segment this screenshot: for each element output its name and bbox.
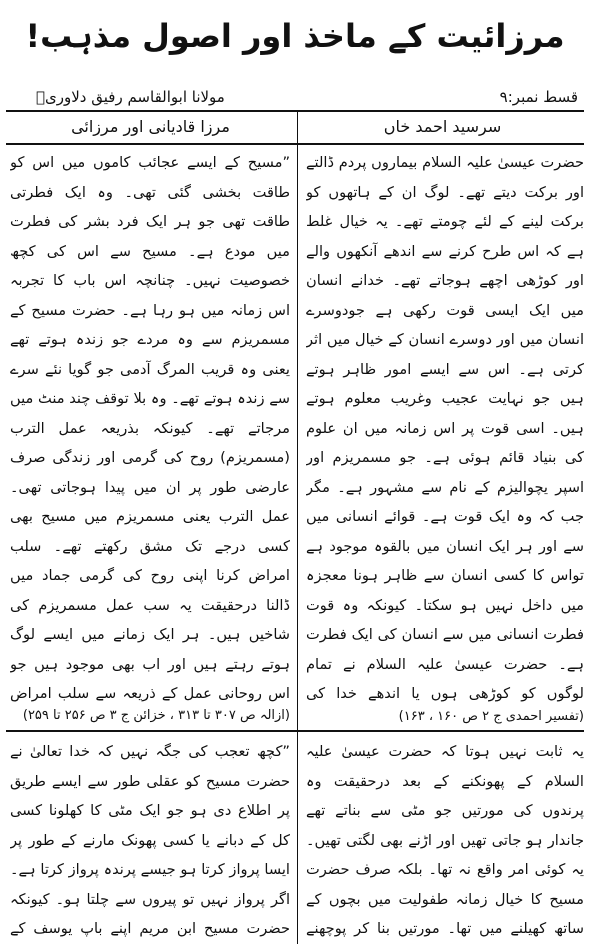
mirza-quote-2-text: ”کچھ تعجب کی جگہ نہیں کہ خدا تعالیٰ نے حضرت مسیح کو عقلی طور سے ایسے طریق پر اطلاع دی ہو جو ایک مٹی کا کھلونا کسی کل کے دبانے یا کسی پھونک مارنے کے طور پر ایسا پرواز کرتا ہو جیسے پرندہ پرواز کرتا ہے۔ اگر پرواز نہیں تو پیروں سے چلتا ہو۔ کیونکہ حضرت مسیح ابن مریم اپنے باپ یوسف کے <box>10 743 290 937</box>
sir-syed-citation-1: (تفسیر احمدی ج ۲ ص ۱۶۰ ، ۱۶۳) <box>398 709 584 724</box>
right-column-header: سرسید احمد خاں <box>383 117 502 136</box>
left-column-header: مرزا قادیانی اور مرزائی <box>71 117 230 136</box>
sir-syed-quote-1 <box>306 148 584 710</box>
column-divider <box>297 110 298 944</box>
sir-syed-quote-2 <box>306 737 584 944</box>
sir-syed-quote-2-text: یہ ثابت نہیں ہوتا کہ حضرت عیسیٰ علیہ السلام کے پھونکنے کے بعد درحقیقت وہ پرندوں کی مورتیں جو مٹی سے بناتے تھے جاندار ہو جاتی تھیں اور اڑنے بھی لگتی تھیں۔ یہ کوئی امر واقع نہ تھا۔ بلکہ صرف حضرت مسیح کا خیال زمانہ طفولیت میں بچوں کے ساتھ کھیلنے میں تھا۔ مورتیں بنا کر پوچھنے <box>306 743 584 937</box>
author-name: مولانا ابوالقاسم رفیق دلاوریؒ <box>36 88 225 106</box>
mirza-citation-1: (ازالہ ص ۳۰۷ تا ۳۱۳ ، خزائن ج ۳ ص ۲۵۶ تا ۲۵۹) <box>22 708 290 723</box>
installment-number: قسط نمبر:۹ <box>499 88 578 106</box>
section-divider-rule <box>6 730 584 732</box>
mirza-quote-2 <box>10 737 290 944</box>
sir-syed-quote-1-text: حضرت عیسیٰ علیہ السلام بیماروں پردم ڈالتے اور برکت دیتے تھے۔ لوگ ان کے ہاتھوں کو برکت لینے کے لئے چومتے تھے۔ یہ خیال غلط ہے کہ اس طرح کرنے سے اندھے آنکھوں والے اور کوڑھی اچھے ہوجاتے تھے۔ خدانے انسان میں ایک ایسی قوت رکھی ہے جودوسرے انسان میں اور دوسرے انسان کے خیال میں اثر کرتی ہے۔ اس سے ایسے امور ظاہر ہوتے ہیں جو نہایت عجیب وغریب معلوم ہوتے ہیں۔ اسی قوت پر اس زمانہ میں ان علوم کی بنیاد قائم ہوئی ہے۔ جو مسمریزم اور اسپر یچوالیزم کے نام سے مشہور ہے۔ مگر جب کہ وہ ایک قوت ہے۔ قوائے انسانی میں سے اور ہر ایک انسان میں بالقوہ موجود ہے تواس کا کسی انسان سے ظاہر ہونا معجزہ میں داخل نہیں ہو سکتا۔ کیونکہ وہ قوت فطرت انسانی میں سے انسان کی ایک فطرت ہے۔ حضرت عیسیٰ علیہ السلام نے تمام لوگوں کو کوڑھی ہوں یا اندھے خدا کی <box>306 154 584 702</box>
article-title: مرزائیت کے ماخذ اور اصول مذہب! <box>25 17 565 55</box>
header-bottom-rule <box>6 143 584 145</box>
mirza-quote-1 <box>10 148 290 706</box>
mirza-quote-1-text: ”مسیح کے ایسے عجائب کاموں میں اس کو طاقت بخشی گئی تھی۔ وہ ایک فطرتی طاقت تھی جو ہر ایک فرد بشر کی فطرت میں مودع ہے۔ مسیح سے اس کی کچھ خصوصیت نہیں۔ چنانچہ اس باب کا تجربہ اس زمانہ میں ہو رہا ہے۔ حضرت مسیح کے مسمریزم سے وہ مردے جو زندہ ہوتے تھے یعنی وہ قریب المرگ آدمی جو گویا نئے سرے سے زندہ ہوتے تھے۔ وہ بلا توقف چند منٹ میں مرجاتے تھے۔ کیونکہ بذریعہ عمل الترب (مسمریزم) روح کی گرمی اور زندگی صرف عارضی طور پر ان میں پیدا ہوجاتی تھی۔ عمل الترب یعنی مسمریزم میں مسیح بھی کسی درجے تک مشق رکھتے تھے۔ سلب امراض کرنا اپنی روح کی گرمی جماد میں ڈالنا درحقیقت یہ سب عمل مسمریزم کی شاخیں ہیں۔ ہر ایک زمانے میں ایسے لوگ ہوتے رہتے ہیں اور اب بھی موجود ہیں جو اس روحانی عمل کے ذریعہ سے سلب امراض <box>10 154 290 702</box>
